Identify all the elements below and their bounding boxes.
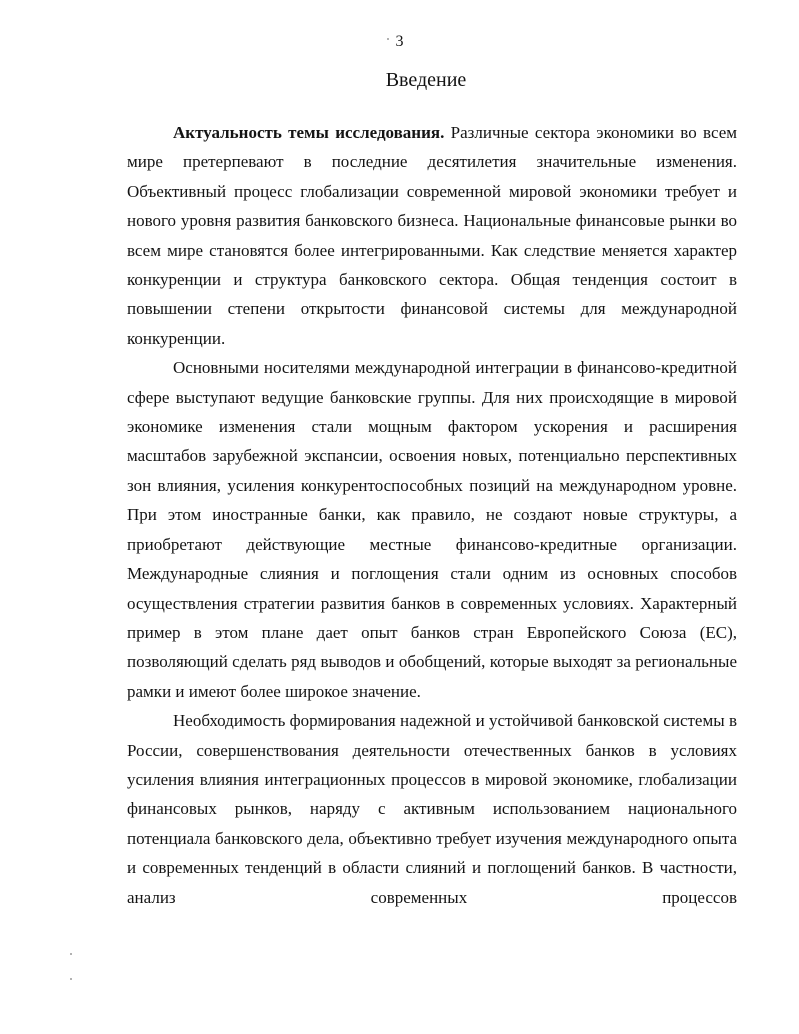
scan-speck [387, 38, 389, 40]
paragraph-lead: Актуальность темы исследования. [173, 123, 445, 142]
paragraph-necessity [127, 706, 737, 912]
section-heading: Введение [385, 69, 467, 91]
document-body [127, 118, 737, 912]
paragraph-integration [127, 353, 737, 706]
page-number: 3 [395, 33, 404, 50]
paragraph-text: Основными носителями международной интеграции в финансово-кредитной сфере выступают ведущие банковские группы. Для них происходящие в мировой экономике изменения стали мощным фактором ускорения и расширения масштабов зарубежной экспансии, освоения новых, потенциально перспективных зон влияния, усиления конкурентоспособных позиций на международном уровне. При этом иностранные банки, как правило, не создают новые структуры, а приобретают действующие местные финансово-кредитные организации. Международные слияния и поглощения стали одним из основных способов осуществления стратегии развития банков в современных условиях. Характерный пример в этом плане дает опыт банков стран Европейского Союза (ЕС), позволяющий сделать ряд выводов и обобщений, которые выходят за региональные рамки и имеют более широкое значение. [127, 358, 737, 701]
scan-speck [70, 978, 72, 980]
paragraph-relevance [127, 118, 737, 353]
paragraph-text: Различные сектора экономики во всем мире претерпевают в последние десятилетия значительные изменения. Объективный процесс глобализации современной мировой экономики требует и нового уровня развития банковского бизнеса. Национальные финансовые рынки во всем мире становятся более интегрированными. Как следствие меняется характер конкуренции и структура банковского сектора. Общая тенденция состоит в повышении степени открытости финансовой системы для международной конкуренции. [127, 123, 738, 348]
paragraph-text: Необходимость формирования надежной и устойчивой банковской системы в России, совершенствования деятельности отечественных банков в условиях усиления влияния интеграционных процессов в мировой экономике, глобализации финансовых рынков, наряду с активным использованием национального потенциала банковского дела, объективно требует изучения международного опыта и современных тенденций в области слияний и поглощений банков. В частности, анализ современных процессов [127, 711, 737, 907]
scan-speck [70, 953, 72, 955]
